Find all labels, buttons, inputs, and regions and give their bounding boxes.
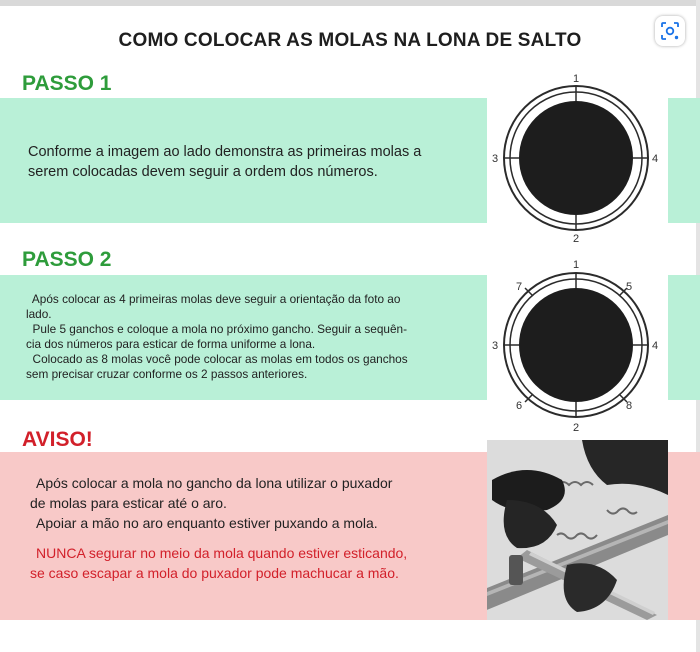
step2-line: sem precisar cruzar conforme os 2 passos anteriores. <box>26 367 308 381</box>
step2-band-right <box>668 275 700 400</box>
step2-text <box>26 292 484 382</box>
step1-diagram <box>490 72 666 244</box>
trampoline-mat <box>519 101 633 215</box>
top-edge <box>0 0 700 6</box>
step2-line: Colocado as 8 molas você pode colocar as molas em todos os ganchos <box>26 352 408 366</box>
step1-line: serem colocadas devem seguir a ordem dos números. <box>28 164 378 180</box>
step2-diagram <box>490 256 666 434</box>
warning-line: de molas para esticar até o aro. <box>30 495 227 511</box>
label-8: 8 <box>626 400 633 412</box>
label-7: 7 <box>516 281 523 293</box>
warning-band-right <box>668 452 700 620</box>
label-2: 2 <box>573 422 580 434</box>
label-1: 1 <box>573 73 580 85</box>
spring-puller-illustration <box>487 440 668 620</box>
step2-line: cia dos números para esticar de forma uniforme a lona. <box>26 337 316 351</box>
label-4: 4 <box>652 153 659 165</box>
label-4: 4 <box>652 340 659 352</box>
step1-heading: PASSO 1 <box>22 72 112 95</box>
warning-text <box>30 473 485 583</box>
spring-puller-photo <box>487 440 668 620</box>
label-2: 2 <box>573 233 580 244</box>
warning-line: Apoiar a mão no aro enquanto estiver puxando a mola. <box>36 515 378 531</box>
warning-heading: AVISO! <box>22 428 93 451</box>
warning-alert-line: NUNCA segurar no meio da mola quando estiver esticando, <box>36 545 408 561</box>
page-title: COMO COLOCAR AS MOLAS NA LONA DE SALTO <box>118 30 582 51</box>
step2-line: Após colocar as 4 primeiras molas deve seguir a orientação da foto ao <box>26 292 401 306</box>
step2-line: lado. <box>26 307 52 321</box>
camera-lens-icon[interactable] <box>655 16 685 46</box>
step2-heading: PASSO 2 <box>22 248 112 271</box>
label-1: 1 <box>573 259 580 271</box>
trampoline-mat <box>519 288 633 402</box>
step2-line: Pule 5 ganchos e coloque a mola no próximo gancho. Seguir a sequên- <box>26 322 408 336</box>
step1-text <box>28 142 483 182</box>
label-5: 5 <box>626 281 633 293</box>
step1-line: Conforme a imagem ao lado demonstra as primeiras molas a <box>28 144 422 160</box>
warning-line: Após colocar a mola no gancho da lona utilizar o puxador <box>36 475 393 491</box>
label-3: 3 <box>492 340 499 352</box>
label-6: 6 <box>516 400 523 412</box>
lens-icon <box>660 21 680 41</box>
step1-band-right <box>668 98 700 223</box>
label-3: 3 <box>492 153 499 165</box>
warning-alert-line: se caso escapar a mola do puxador pode machucar a mão. <box>30 565 399 581</box>
